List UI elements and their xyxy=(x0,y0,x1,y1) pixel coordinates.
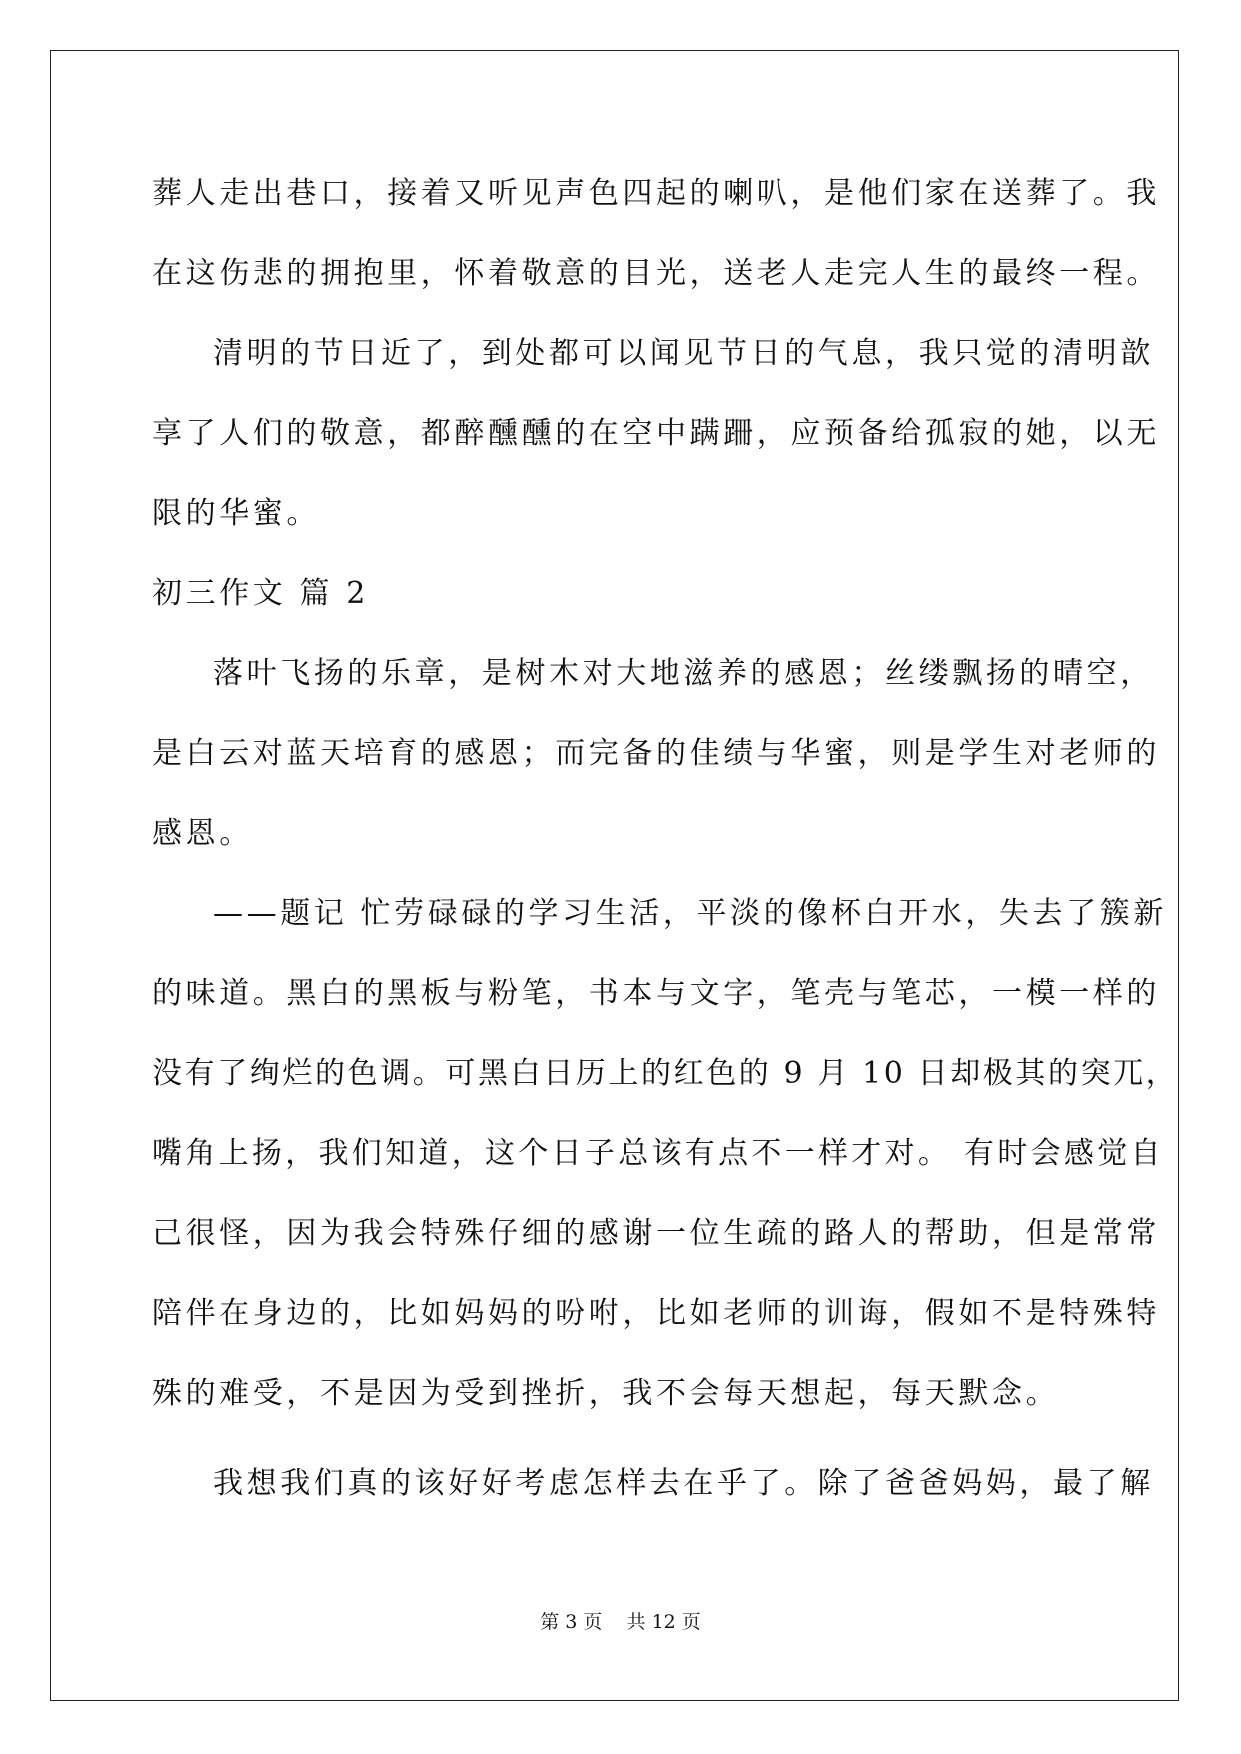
text-line: 己很怪，因为我会特殊仔细的感谢一位生疏的路人的帮助，但是常常 xyxy=(152,1216,1160,1251)
section-heading: 初三作文 篇 2 xyxy=(152,576,369,611)
paragraph-first-line: ——题记 忙劳碌碌的学习生活，平淡的像杯白开水，失去了簇新 xyxy=(213,896,1167,931)
text-line: 在这伤悲的拥抱里，怀着敬意的目光，送老人走完人生的最终一程。 xyxy=(152,256,1160,291)
paragraph-first-line: 清明的节日近了，到处都可以闻见节日的气息，我只觉的清明歆 xyxy=(213,336,1154,371)
text-line: 是白云对蓝天培育的感恩；而完备的佳绩与华蜜，则是学生对老师的 xyxy=(152,736,1160,771)
text-line: 的味道。黑白的黑板与粉笔，书本与文字，笔壳与笔芯，一模一样的 xyxy=(152,976,1160,1011)
text-line: 陪伴在身边的，比如妈妈的吩咐，比如老师的训诲，假如不是特殊特 xyxy=(152,1296,1160,1331)
page-number-footer: 第 3 页 共 12 页 xyxy=(540,1611,701,1633)
text-line: 嘴角上扬，我们知道，这个日子总该有点不一样才对。 有时会感觉自 xyxy=(152,1136,1164,1171)
text-line: 殊的难受，不是因为受到挫折，我不会每天想起，每天默念。 xyxy=(152,1376,1060,1411)
text-line: 享了人们的敬意，都醉醺醺的在空中蹒跚，应预备给孤寂的她，以无 xyxy=(152,416,1160,451)
text-line: 没有了绚烂的色调。可黑白日历上的红色的 9 月 10 日却极其的突兀， xyxy=(152,1056,1179,1091)
text-line: 葬人走出巷口，接着又听见声色四起的喇叭，是他们家在送葬了。我 xyxy=(152,176,1160,211)
paragraph-first-line: 落叶飞扬的乐章，是树木对大地滋养的感恩；丝缕飘扬的晴空， xyxy=(213,656,1154,691)
text-line: 限的华蜜。 xyxy=(152,496,320,531)
page-border xyxy=(50,50,1179,1701)
text-line: 感恩。 xyxy=(152,816,253,851)
paragraph-first-line: 我想我们真的该好好考虑怎样去在乎了。除了爸爸妈妈，最了解 xyxy=(213,1466,1154,1501)
